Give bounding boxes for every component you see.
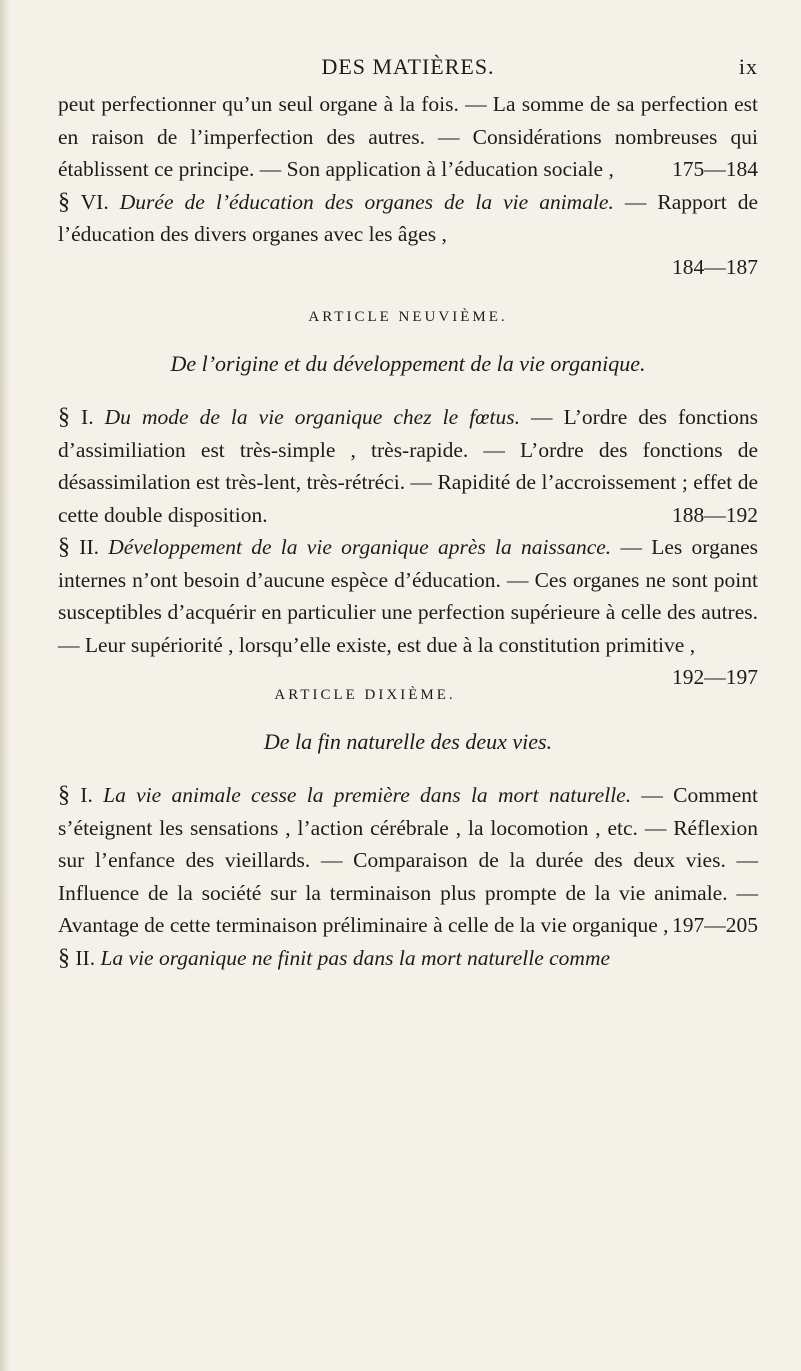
entry-text: — L’ordre des fonctions d’assimiliation est très-simple , très-rapide. — L’ordre des fonctions de désassimilation est très-lent, très-rétréci. — Rapidité de l’accroissement ; effet de cette double disposition. (58, 405, 759, 527)
entry-continuation (58, 88, 758, 186)
entry-section-i (58, 401, 758, 531)
article-heading: ARTICLE NEUVIÈME. (308, 309, 508, 325)
section-sign: § (58, 782, 70, 808)
section-title: Développement de la vie organique après la naissance. (108, 535, 612, 559)
section-number: VI. (80, 189, 109, 214)
entry-text: peut perfectionner qu’un seul organe à la fois. — La somme de sa perfection est en raison de l’imperfection des autres. — Considérations nombreuses qui établissent ce principe. — Son application à l’éducation sociale , (58, 92, 758, 181)
entry-text: — Les organes internes n’ont besoin d’aucune espèce d’éducation. — Ces organes ne sont point susceptibles d’acquérir en particulier une perfection supérieure à celle des autres. — Leur supériorité , lorsqu’elle existe, est due à la constitution primitive , (58, 535, 759, 657)
entry-section-ii (58, 531, 759, 689)
entry-pages: 175—184 (672, 157, 758, 181)
entry-text: — Comment s’éteignent les sensations , l’action cérébrale , la locomotion , etc. — Réflexion sur l’enfance des vieillards. — Comparaison de la durée des deux vies. — Influence de la société sur la terminaison plus prompte de la vie animale. — Avantage de cette terminaison préliminaire à celle de la vie organique , (58, 783, 758, 937)
section-number: I. (80, 783, 93, 807)
running-head (58, 48, 758, 88)
section-sign: § (58, 188, 70, 215)
section-title: La vie organique ne finit pas dans la mort naturelle comme (100, 945, 611, 970)
entry-pages: 184—187 (672, 254, 758, 279)
article-title: De l’origine et du développement de la vie organique. (170, 351, 646, 376)
section-number: II. (75, 945, 96, 970)
entry-section-vi (58, 186, 758, 251)
section-sign: § (58, 404, 70, 430)
section-title: Du mode de la vie organique chez le fœtus. (104, 405, 520, 429)
entry-pages: 188—192 (672, 502, 758, 527)
running-head-title: DES MATIÈRES. (321, 54, 495, 79)
index-page (58, 48, 758, 974)
entry-pages: 197—205 (672, 913, 758, 937)
section-sign: § (58, 534, 70, 560)
section-title: Durée de l’éducation des organes de la vie animale. (119, 189, 614, 214)
entry-text: — Rapport de l’éducation des divers organes avec les âges , (58, 189, 759, 246)
section-sign: § (58, 944, 70, 971)
section-number: II. (79, 535, 99, 559)
entry-section-i (58, 779, 758, 942)
article-title: De la fin naturelle des deux vies. (263, 729, 553, 754)
entry-section-ii (58, 942, 758, 975)
entry-pages: 192—197 (672, 665, 758, 689)
section-number: I. (81, 405, 94, 429)
page-number: ix (738, 54, 758, 79)
section-title: La vie animale cesse la première dans la mort naturelle. (103, 783, 632, 807)
page-edge (0, 0, 10, 1371)
article-heading: ARTICLE DIXIÈME. (274, 687, 456, 703)
